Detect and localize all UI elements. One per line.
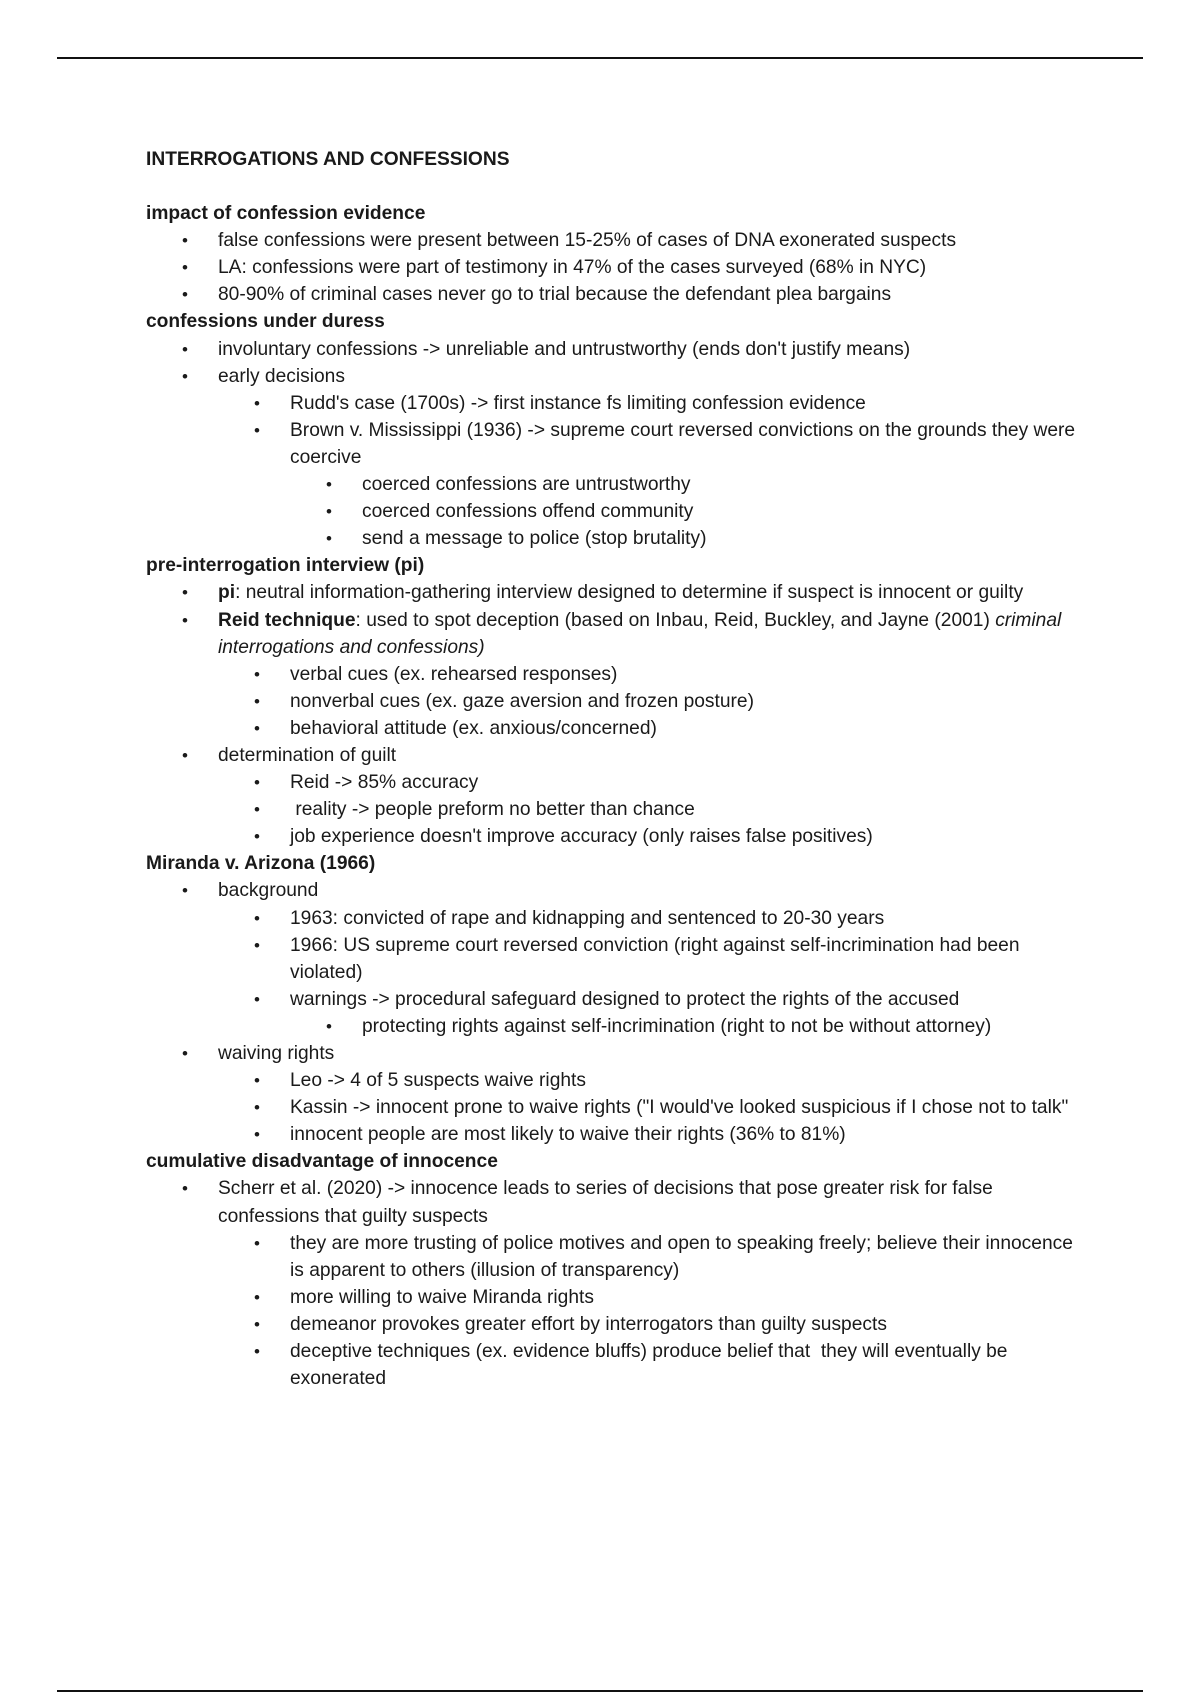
background-list bbox=[218, 905, 1076, 1040]
list-item: • 1963: convicted of rape and kidnapping and sentenced to 20-30 years bbox=[218, 905, 1076, 932]
list-item bbox=[146, 1040, 1076, 1148]
early-decisions-list bbox=[218, 390, 1076, 553]
list-item: • coerced confessions are untrustworthy bbox=[290, 471, 1076, 498]
list-item: • nonverbal cues (ex. gaze aversion and frozen posture) bbox=[218, 688, 1076, 715]
waiving-list bbox=[218, 1067, 1076, 1148]
list-item-text: background bbox=[218, 880, 319, 902]
term-pi: pi bbox=[218, 582, 236, 604]
list-item: • Kassin -> innocent prone to waive rights ("I would've looked suspicious if I chose not to talk" bbox=[218, 1094, 1076, 1121]
cumulative-list bbox=[146, 1175, 1076, 1392]
top-rule bbox=[57, 57, 1143, 59]
list-item: • 80-90% of criminal cases never go to trial because the defendant plea bargains bbox=[146, 281, 1076, 308]
list-item-text: determination of guilt bbox=[218, 744, 397, 766]
section-heading-impact: impact of confession evidence bbox=[146, 203, 426, 225]
list-item: • more willing to waive Miranda rights bbox=[218, 1284, 1076, 1311]
list-item: • false confessions were present between 15-25% of cases of DNA exonerated suspects bbox=[146, 227, 1076, 254]
list-item bbox=[146, 1175, 1076, 1392]
list-item: • 1966: US supreme court reversed conviction (right against self-incrimination had been violated) bbox=[218, 932, 1076, 986]
section-heading-duress: confessions under duress bbox=[146, 311, 385, 333]
term-reid: Reid technique bbox=[218, 609, 356, 631]
list-item-text: early decisions bbox=[218, 365, 345, 387]
list-item bbox=[218, 986, 1076, 1040]
list-item: • Rudd's case (1700s) -> first instance fs limiting confession evidence bbox=[218, 390, 1076, 417]
section-heading-pi: pre-interrogation interview (pi) bbox=[146, 555, 425, 577]
duress-list bbox=[146, 336, 1076, 553]
section-heading-cumulative: cumulative disadvantage of innocence bbox=[146, 1151, 498, 1173]
list-item: • verbal cues (ex. rehearsed responses) bbox=[218, 661, 1076, 688]
brown-list bbox=[290, 471, 1076, 552]
document-title: INTERROGATIONS AND CONFESSIONS bbox=[146, 149, 510, 170]
list-item: • behavioral attitude (ex. anxious/concerned) bbox=[218, 715, 1076, 742]
list-item: • reality -> people preform no better than chance bbox=[218, 796, 1076, 823]
list-item bbox=[146, 579, 1076, 606]
reid-definition: : used to spot deception (based on Inbau, Reid, Buckley, and Jayne (2001) bbox=[355, 609, 996, 631]
list-item: • protecting rights against self-incrimination (right to not be without attorney) bbox=[290, 1013, 1076, 1040]
warnings-list bbox=[290, 1013, 1076, 1040]
document-body bbox=[146, 146, 1076, 1392]
bottom-rule bbox=[57, 1690, 1143, 1692]
reid-citation: criminal interrogations and confessions) bbox=[218, 609, 1062, 658]
list-item bbox=[146, 877, 1076, 1040]
list-item: • coerced confessions offend community bbox=[290, 498, 1076, 525]
list-item: • deceptive techniques (ex. evidence bluffs) produce belief that they will eventually be exonerated bbox=[218, 1338, 1076, 1392]
scherr-list bbox=[218, 1230, 1076, 1393]
list-item bbox=[218, 417, 1076, 552]
list-item: • Reid -> 85% accuracy bbox=[218, 769, 1076, 796]
list-item: • innocent people are most likely to waive their rights (36% to 81%) bbox=[218, 1121, 1076, 1148]
list-item: • job experience doesn't improve accuracy (only raises false positives) bbox=[218, 823, 1076, 850]
reid-cues-list bbox=[218, 661, 1076, 742]
guilt-list bbox=[218, 769, 1076, 850]
list-item bbox=[146, 607, 1076, 742]
list-item bbox=[146, 742, 1076, 850]
list-item: • Leo -> 4 of 5 suspects waive rights bbox=[218, 1067, 1076, 1094]
list-item-text: Brown v. Mississippi (1936) -> supreme court reversed convictions on the grounds they were coercive bbox=[290, 419, 1076, 468]
list-item: • send a message to police (stop brutality) bbox=[290, 525, 1076, 552]
pi-definition: : neutral information-gathering interview designed to determine if suspect is innocent or guilty bbox=[235, 582, 1024, 604]
list-item: • they are more trusting of police motives and open to speaking freely; believe their innocence is apparent to others (illusion of transparency) bbox=[218, 1230, 1076, 1284]
list-item: • involuntary confessions -> unreliable and untrustworthy (ends don't justify means) bbox=[146, 336, 1076, 363]
list-item: • LA: confessions were part of testimony in 47% of the cases surveyed (68% in NYC) bbox=[146, 254, 1076, 281]
list-item bbox=[146, 363, 1076, 553]
section-heading-miranda: Miranda v. Arizona (1966) bbox=[146, 853, 376, 875]
miranda-list bbox=[146, 877, 1076, 1148]
list-item-text: Scherr et al. (2020) -> innocence leads to series of decisions that pose greater risk for false confessions that guilty suspects bbox=[218, 1178, 993, 1227]
list-item: • demeanor provokes greater effort by interrogators than guilty suspects bbox=[218, 1311, 1076, 1338]
list-item-text: waiving rights bbox=[218, 1043, 335, 1064]
impact-list bbox=[146, 227, 1076, 308]
pi-list bbox=[146, 579, 1076, 850]
list-item-text: warnings -> procedural safeguard designed to protect the rights of the accused bbox=[290, 988, 960, 1010]
